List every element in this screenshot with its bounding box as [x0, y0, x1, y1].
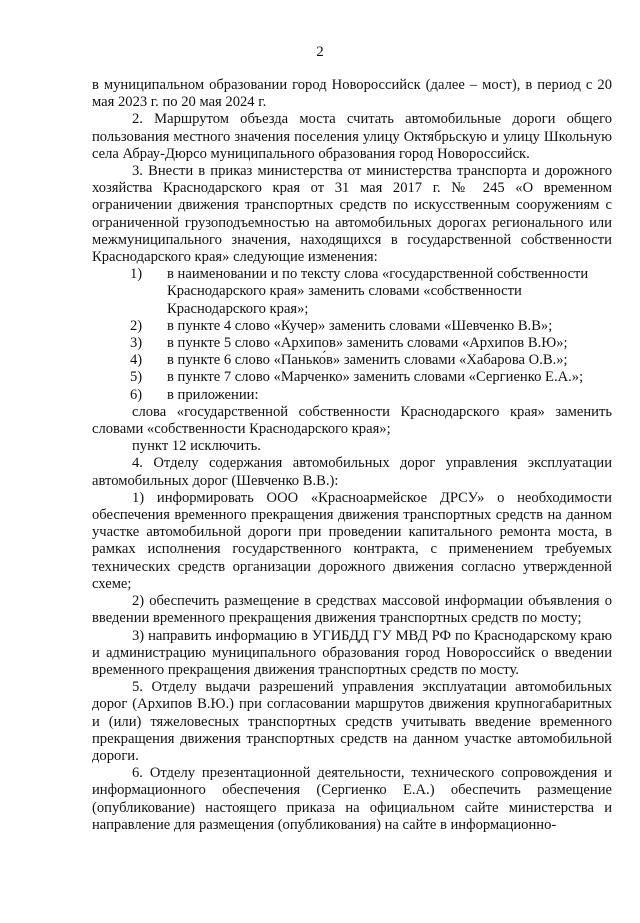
page-number: 2: [316, 44, 324, 60]
list-item: [92, 387, 612, 404]
list-item-text: в приложении:: [167, 386, 259, 403]
paragraph: 5. Отделу выдачи разрешений управления эксплуатации автомобильных дорог (Архипов В.Ю.) при согласовании маршрутов движения крупногабаритных и (или) тяжеловесных транспортных средств учитывать введение временного прекращения движения транспортных средств на данном участке автомобильной дороги.: [92, 679, 612, 764]
list-item: [92, 318, 612, 335]
paragraph: 2) обеспечить размещение в средствах массовой информации объявления о введении временного прекращения движения транспортных средств по мосту;: [92, 593, 612, 627]
list-item-number: 4): [130, 352, 143, 369]
list-item-text: в пункте 7 слово «Марченко» заменить словами «Сергиенко Е.А.»;: [167, 369, 584, 386]
list-item-number: 3): [130, 335, 143, 352]
list-item: [92, 369, 612, 386]
paragraph: 3. Внести в приказ министерства от министерства транспорта и дорожного хозяйства Краснодарского края от 31 мая 2017 г. № 245 «О временном ограничении движения транспортных средств по искусственным сооружениям с ограниченной грузоподъемностью на автомобильных дорогах регионального или межмуниципального значения, находящихся в государственной собственности Краснодарского края» следующие изменения:: [92, 163, 612, 266]
paragraph: 2. Маршрутом объезда моста считать автомобильные дороги общего пользования местного значения поселения улицу Октябрьскую и улицу Школьную села Абрау-Дюрсо муниципального образования город Новороссийск.: [92, 111, 612, 162]
paragraph: 6. Отделу презентационной деятельности, технического сопровождения и информационного обеспечения (Сергиенко Е.А.) обеспечить размещение (опубликование) настоящего приказа на официальном сайте министерства и направление для размещения (опубликования) на сайте в информационно-: [92, 765, 612, 833]
list-item-number: 1): [130, 266, 143, 283]
list-item: [92, 335, 612, 352]
list-item-text: в наименовании и по тексту слова «государственной собственности Краснодарского края» заменить словами «собственности Краснодарского края»;: [167, 266, 589, 317]
list-item-text: в пункте 5 слово «Архипов» заменить словами «Архипов В.Ю»;: [167, 335, 568, 352]
paragraph: 1) информировать ООО «Красноармейское ДРСУ» о необходимости обеспечения временного прекращения движения транспортных средств на данном участке автомобильной дороги при проведении капитального ремонта моста, в рамках исполнения государственного контракта, с применением требуемых технических средств организации дорожного движения согласно утвержденной схеме;: [92, 489, 612, 592]
list-item-number: 2): [130, 317, 143, 334]
list-item-number: 5): [130, 369, 143, 386]
list-item-number: 6): [130, 386, 143, 403]
paragraph: слова «государственной собственности Краснодарского края» заменить словами «собственности Краснодарского края»;: [92, 403, 612, 438]
list-item-text: в пункте 4 слово «Кучер» заменить словами «Шевченко В.В»;: [167, 317, 553, 334]
list-item: [92, 352, 612, 369]
list-item: [92, 266, 612, 318]
paragraph: 4. Отделу содержания автомобильных дорог управления эксплуатации автомобильных дорог (Шевченко В.В.):: [92, 455, 612, 489]
paragraph: пункт 12 исключить.: [132, 438, 261, 455]
document-body: [92, 77, 612, 834]
list-item-text: в пункте 6 слово «Панько́в» заменить словами «Хабарова О.В.»;: [167, 352, 568, 369]
paragraph: 3) направить информацию в УГИБДД ГУ МВД РФ по Краснодарскому краю и администрацию муниципального образования город Новороссийск о введении временного прекращения движения транспортных средств по мосту.: [92, 627, 612, 678]
paragraph: в муниципальном образовании город Новороссийск (далее – мост), в период с 20 мая 2023 г. по 20 мая 2024 г.: [92, 77, 612, 111]
